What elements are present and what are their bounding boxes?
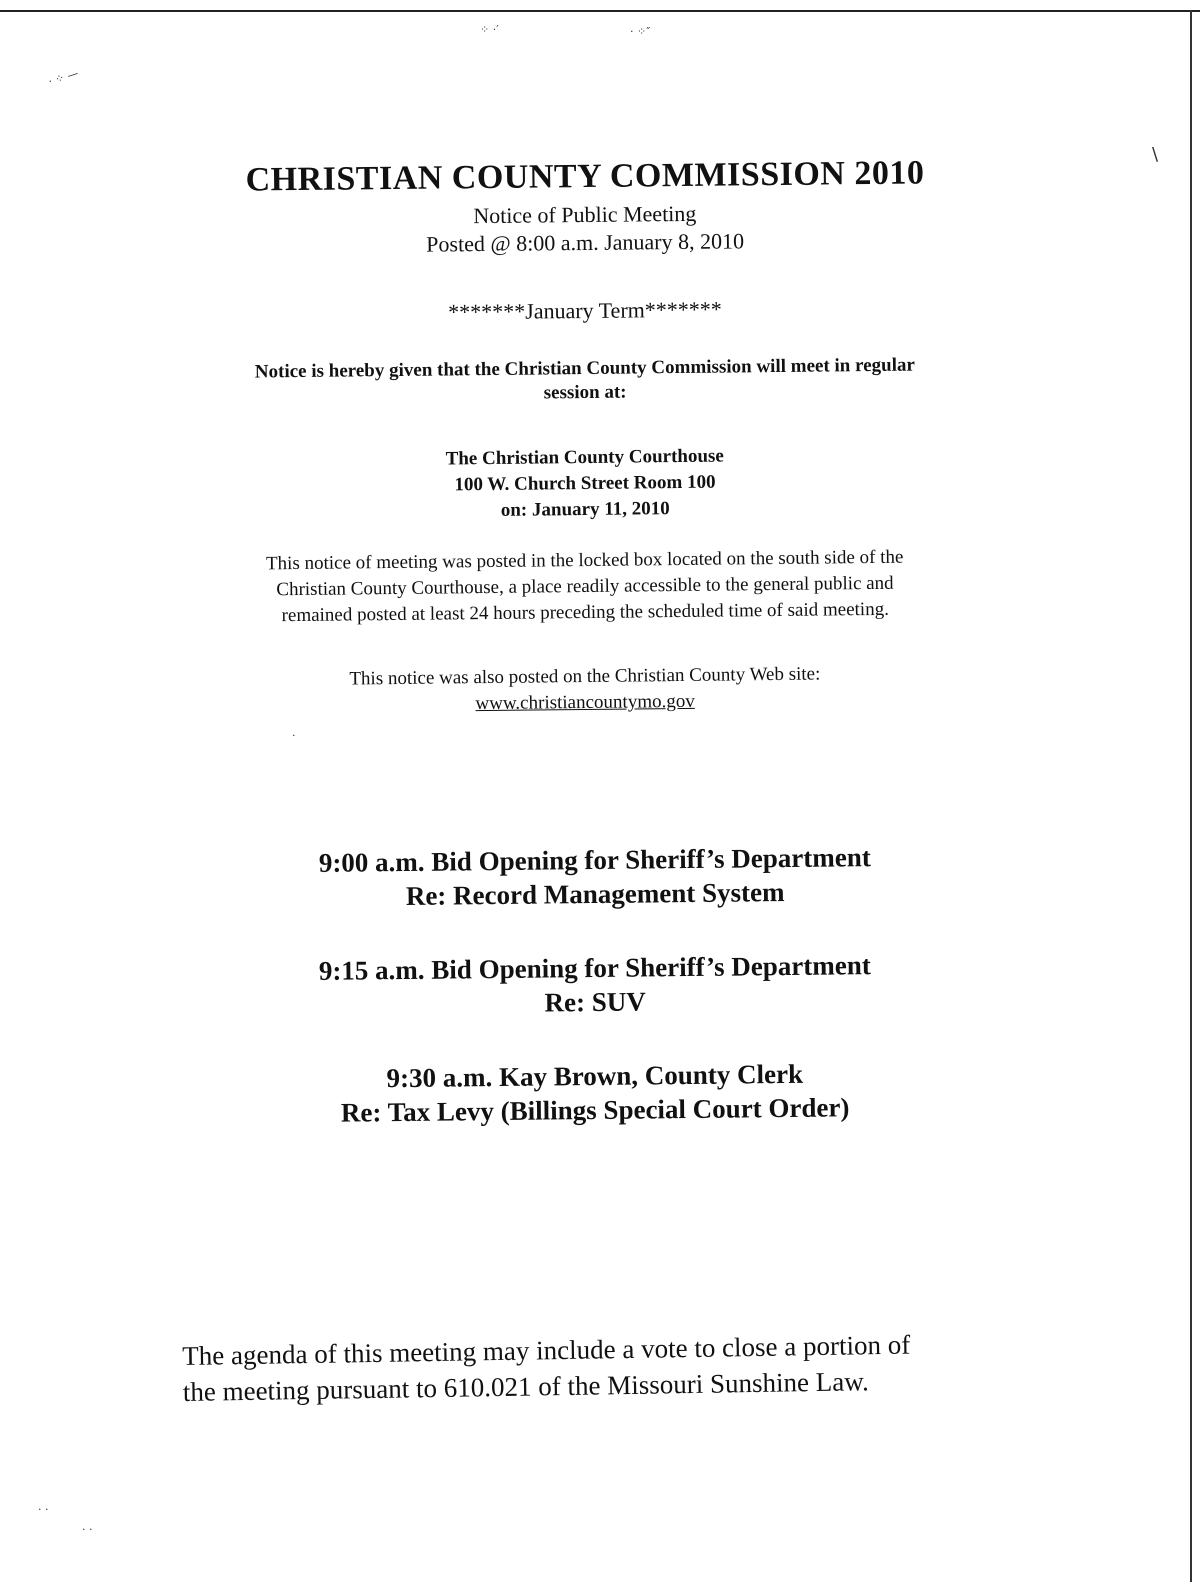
footer-line-1: The agenda of this meeting may include a vote to close a portion of bbox=[182, 1329, 911, 1371]
agenda-item-regarding: Re: SUV bbox=[544, 986, 646, 1018]
agenda-item-time-subject: 9:00 a.m. Bid Opening for Sheriff’s Department bbox=[318, 842, 871, 878]
title-text: CHRISTIAN COUNTY COMMISSION 2010 bbox=[245, 154, 925, 199]
location-address: 100 W. Church Street Room 100 bbox=[454, 471, 716, 496]
website-link[interactable]: www.christiancountymo.gov bbox=[475, 690, 695, 715]
agenda-item bbox=[0, 1053, 1190, 1133]
scan-edge-right bbox=[1190, 10, 1192, 1582]
posting-statement bbox=[0, 542, 1170, 632]
document-title bbox=[0, 152, 1170, 202]
posting-line-1: This notice of meeting was posted in the locked box located on the south side of the bbox=[265, 546, 904, 575]
footer-line-2: the meeting pursuant to 610.021 of the Missouri Sunshine Law. bbox=[182, 1366, 869, 1407]
posting-line-3: remained posted at least 24 hours preceding the scheduled time of said meeting. bbox=[281, 598, 890, 627]
web-notice bbox=[0, 658, 1170, 722]
scan-speck: ‧ bbox=[292, 729, 296, 742]
location-date: on: January 11, 2010 bbox=[500, 498, 670, 521]
agenda-item-regarding: Re: Record Management System bbox=[405, 877, 785, 911]
scan-speck: ‧ ‧ bbox=[82, 1523, 93, 1536]
agenda-item bbox=[0, 837, 1190, 917]
scan-speck: \ bbox=[1152, 144, 1159, 165]
agenda-item-regarding: Re: Tax Levy (Billings Special Court Order) bbox=[340, 1092, 850, 1128]
scan-speck: ‧ ⁘ — bbox=[46, 66, 80, 89]
agenda-item bbox=[0, 945, 1190, 1025]
term-heading bbox=[0, 292, 1170, 330]
meeting-location bbox=[0, 439, 1170, 529]
notice-paragraph bbox=[0, 351, 1170, 411]
scan-edge-top bbox=[0, 10, 1200, 12]
scan-speck: ⁘ ‧′ bbox=[480, 23, 499, 36]
sunshine-law-notice bbox=[182, 1327, 911, 1410]
agenda-item-time-subject: 9:15 a.m. Bid Opening for Sheriff’s Department bbox=[318, 950, 871, 986]
location-place: The Christian County Courthouse bbox=[445, 445, 724, 470]
posting-line-2: Christian County Courthouse, a place readily accessible to the general public and bbox=[276, 572, 894, 601]
document-subtitle bbox=[0, 195, 1170, 263]
posted-timestamp: Posted @ 8:00 a.m. January 8, 2010 bbox=[426, 228, 745, 257]
scan-speck: ‧ ‧ bbox=[38, 1503, 49, 1516]
notice-line-1: Notice is hereby given that the Christian County Commission will meet in regular bbox=[254, 354, 915, 383]
term-text: *******January Term******* bbox=[448, 296, 722, 325]
notice-line-2: session at: bbox=[543, 381, 627, 404]
web-notice-text: This notice was also posted on the Christian County Web site: bbox=[349, 663, 821, 690]
agenda-item-time-subject: 9:30 a.m. Kay Brown, County Clerk bbox=[386, 1058, 804, 1094]
scan-speck: ‧ ⁘″ bbox=[630, 25, 651, 38]
subtitle-text: Notice of Public Meeting bbox=[473, 200, 697, 229]
